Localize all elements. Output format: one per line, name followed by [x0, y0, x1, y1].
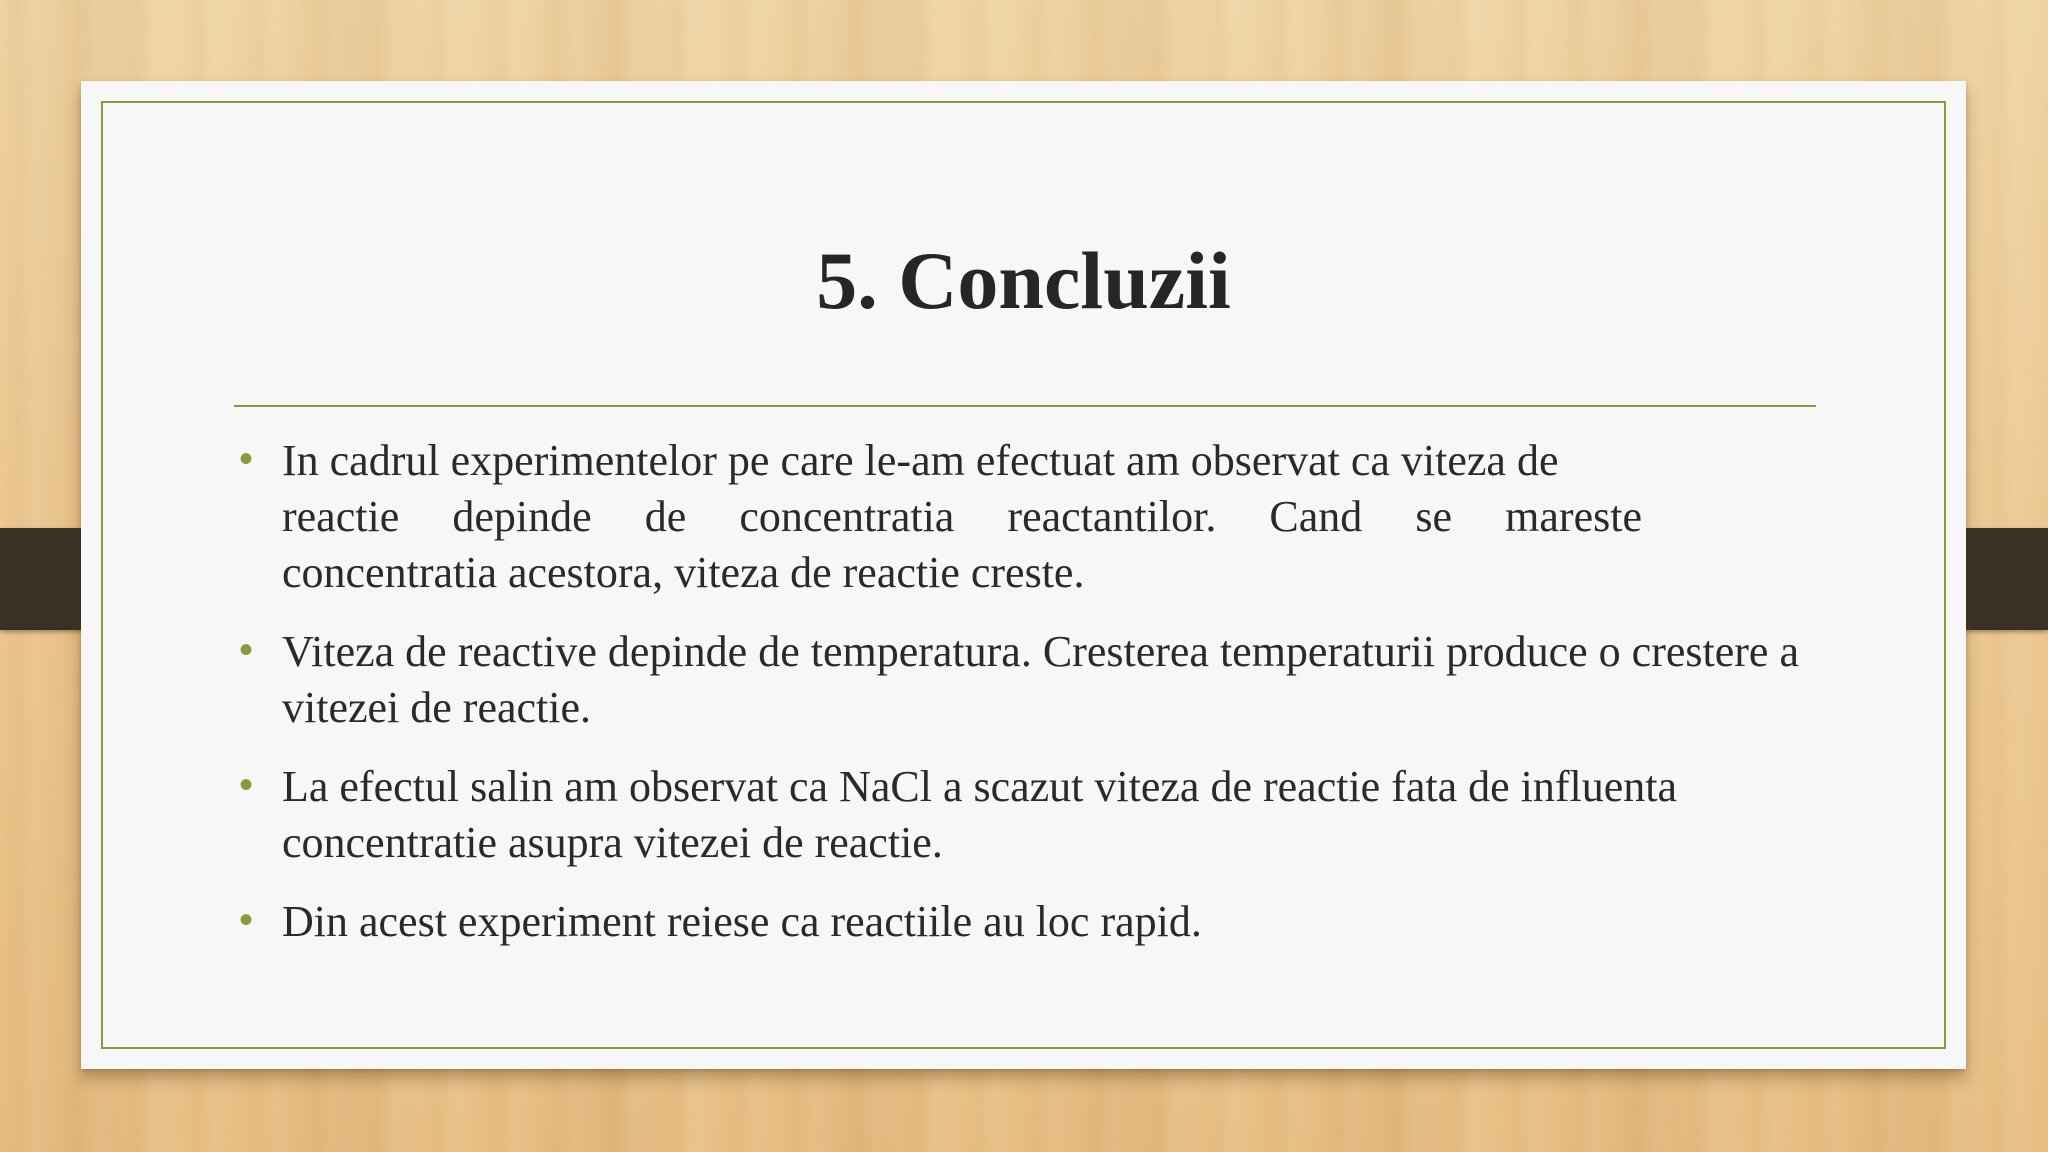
bullet-dot-icon: • — [239, 437, 254, 481]
bullet-1-line-3: concentratia acestora, viteza de reactie creste. — [282, 548, 1085, 597]
bullet-1-line-2: reactie depinde de concentratia reactantilor. Cand se mareste — [282, 492, 1642, 541]
bullet-dot-icon: • — [239, 898, 254, 942]
bullet-list — [234, 433, 1804, 973]
bullet-item-4 — [234, 894, 1804, 950]
bullet-dot-icon: • — [239, 763, 254, 807]
bullet-1-line-1: In cadrul experimentelor pe care le-am efectuat am observat ca viteza de — [282, 436, 1559, 485]
bullet-4-text: Din acest experiment reiese ca reactiile au loc rapid. — [282, 897, 1202, 946]
title-divider — [234, 405, 1816, 407]
slide-title: 5. Concluzii — [816, 235, 1231, 326]
bullet-item-3 — [234, 759, 1804, 871]
bullet-3-text: La efectul salin am observat ca NaCl a scazut viteza de reactie fata de influenta concentratie asupra vitezei de reactie. — [282, 762, 1678, 867]
bullet-dot-icon: • — [239, 628, 254, 672]
bullet-2-text: Viteza de reactive depinde de temperatura. Cresterea temperaturii produce o crestere a vitezei de reactie. — [282, 627, 1799, 732]
slide-card — [81, 81, 1966, 1069]
bullet-item-1 — [234, 433, 1804, 601]
bullet-item-2 — [234, 624, 1804, 736]
